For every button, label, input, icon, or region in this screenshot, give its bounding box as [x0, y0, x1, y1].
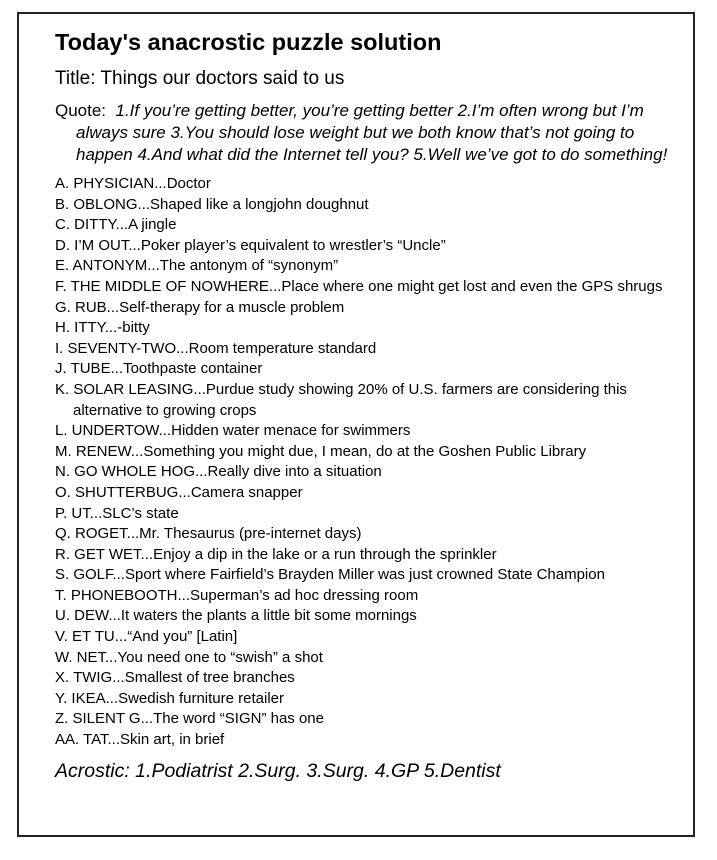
- clue-item: T. PHONEBOOTH...Superman’s ad hoc dressing room: [55, 586, 419, 604]
- clue-item: G. RUB...Self-therapy for a muscle problem: [55, 298, 345, 316]
- clue-item: F. THE MIDDLE OF NOWHERE...Place where one might get lost and even the GPS shrugs: [55, 277, 663, 295]
- clue-item: X. TWIG...Smallest of tree branches: [55, 669, 295, 687]
- clue-item: J. TUBE...Toothpaste container: [55, 360, 263, 378]
- puzzle-title: Title: Things our doctors said to us: [55, 68, 345, 89]
- quote-block: [55, 100, 685, 166]
- clue-item: W. NET...You need one to “swish” a shot: [55, 648, 323, 666]
- clue-item: Q. ROGET...Mr. Thesaurus (pre-internet days): [55, 525, 362, 543]
- quote-label: Quote:: [55, 101, 107, 120]
- clue-item: N. GO WHOLE HOG...Really dive into a situation: [55, 463, 382, 481]
- clue-item: A. PHYSICIAN...Doctor: [55, 175, 211, 192]
- clue-item: E. ANTONYM...The antonym of “synonym”: [55, 257, 339, 275]
- clue-item: I. SEVENTY-TWO...Room temperature standard: [55, 339, 377, 357]
- puzzle-solution: [55, 27, 685, 783]
- clue-item: U. DEW...It waters the plants a little bit some mornings: [55, 607, 417, 625]
- acrostic-answer: Acrostic: 1.Podiatrist 2.Surg. 3.Surg. 4.GP 5.Dentist: [55, 759, 501, 782]
- clue-item: S. GOLF...Sport where Fairfield’s Brayden Miller was just crowned State Champion: [55, 566, 605, 584]
- clue-item: Z. SILENT G...The word “SIGN” has one: [55, 710, 324, 728]
- clue-item: R. GET WET...Enjoy a dip in the lake or a run through the sprinkler: [55, 545, 497, 563]
- clue-item: P. UT...SLC’s state: [55, 504, 179, 522]
- clue-item: D. I’M OUT...Poker player’s equivalent to wrestler’s “Uncle”: [55, 236, 446, 254]
- page-title: Today's anacrostic puzzle solution: [55, 29, 442, 55]
- clue-item: H. ITTY...-bitty: [55, 319, 150, 337]
- clue-list: [55, 174, 685, 751]
- quote-text: 1.If you’re getting better, you’re getting better 2.I’m often wrong but I’m always sure 3.You should lose weight but we both know that’s not going to happen 4.And what did the Internet tell you? 5.Well we’ve got to do something!: [76, 101, 668, 164]
- clue-item: O. SHUTTERBUG...Camera snapper: [55, 483, 303, 501]
- clue-item: L. UNDERTOW...Hidden water menace for swimmers: [55, 422, 411, 440]
- clue-item: M. RENEW...Something you might due, I mean, do at the Goshen Public Library: [55, 442, 587, 460]
- clue-item: Y. IKEA...Swedish furniture retailer: [55, 689, 284, 707]
- clue-item: C. DITTY...A jingle: [55, 216, 177, 234]
- clue-item: V. ET TU...“And you” [Latin]: [55, 628, 238, 646]
- clue-item: B. OBLONG...Shaped like a longjohn doughnut: [55, 195, 369, 213]
- clue-item: K. SOLAR LEASING...Purdue study showing 20% of U.S. farmers are considering this alternative to growing crops: [55, 380, 627, 419]
- clue-item: AA. TAT...Skin art, in brief: [55, 731, 225, 749]
